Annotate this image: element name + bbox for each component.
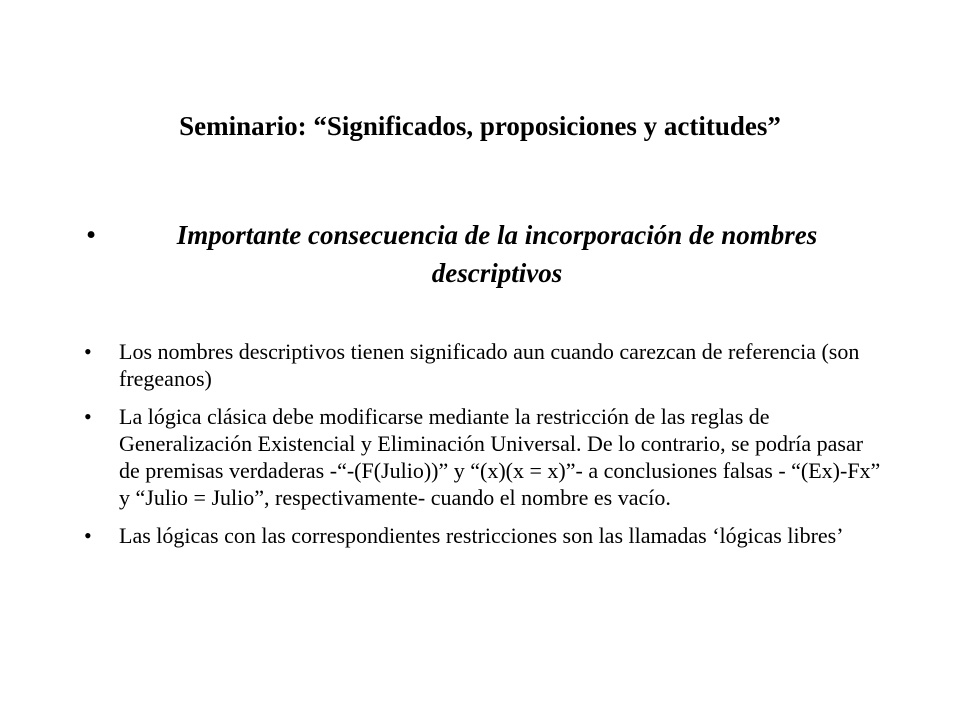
bullet-text: Las lógicas con las correspondientes restricciones son las llamadas ‘lógicas libres’	[119, 523, 844, 548]
bullet-marker: •	[86, 219, 97, 251]
bullet-list	[84, 338, 884, 560]
bullet-text: La lógica clásica debe modificarse mediante la restricción de las reglas de Generalización Existencial y Eliminación Universal. De lo contrario, se podría pasar de premisas verdaderas -“-(F(Julio))” y “(x)(x = x)”- a conclusiones falsas - “(Ex)-Fx” y “Julio = Julio”, respectivamente- cuando el nombre es vacío.	[119, 404, 881, 510]
bullet-text: Los nombres descriptivos tienen significado aun cuando carezcan de referencia (son fregeanos)	[119, 339, 860, 391]
bullet-marker: •	[84, 339, 92, 364]
heading-text: Importante consecuencia de la incorporación de nombres descriptivos	[176, 220, 818, 288]
heading-bullet	[86, 216, 886, 296]
bullet-marker: •	[84, 523, 92, 548]
bullet-marker: •	[84, 404, 92, 429]
slide-title: Seminario: “Significados, proposiciones y actitudes”	[179, 111, 781, 141]
bullet-item	[84, 522, 884, 549]
bullet-item	[84, 403, 884, 511]
bullet-item	[84, 338, 884, 392]
